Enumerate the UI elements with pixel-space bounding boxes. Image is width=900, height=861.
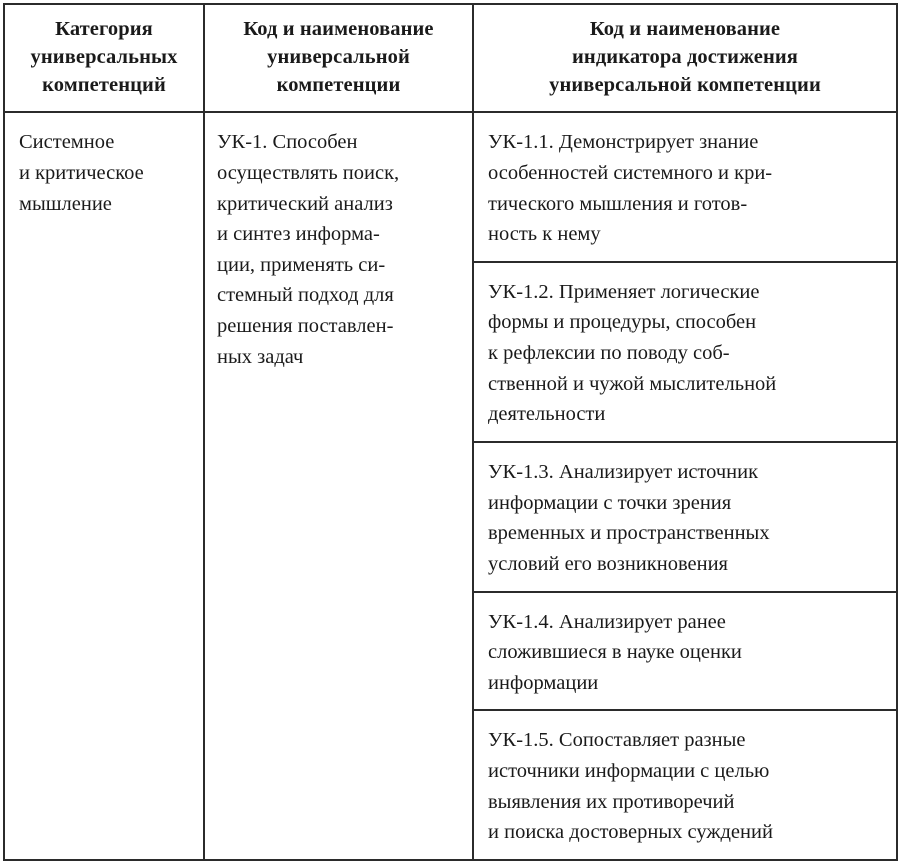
indicator-line: УК-1.3. Анализирует источник (488, 461, 759, 483)
table-header (4, 4, 897, 112)
competency-line: и синтез информа- (217, 223, 380, 246)
indicator-line: выявления их противоречий (488, 790, 735, 813)
category-line: и критическое (19, 161, 144, 184)
indicator-line: информации (488, 671, 599, 694)
competency-line: критический анализ (217, 192, 393, 215)
indicator-line: информации с точки зрения (488, 491, 732, 514)
column-header-competency (204, 4, 473, 112)
indicator-line: ность к нему (488, 223, 601, 246)
indicator-line: сложившиеся в науке оценки (488, 641, 742, 664)
indicator-line: условий его возникновения (488, 552, 728, 575)
indicator-cell-uk-1-2 (474, 262, 896, 442)
competency-line: ных задач (217, 345, 304, 368)
competency-line: ции, применять си- (217, 253, 386, 276)
indicator-line: УК-1.5. Сопоставляет разные (488, 729, 746, 752)
indicator-list (474, 113, 896, 859)
cell-competency (204, 112, 473, 860)
category-line: мышление (19, 192, 112, 215)
indicator-cell-uk-1-5 (474, 710, 896, 859)
indicator-line: деятельности (488, 403, 606, 426)
header-line: компетенции (276, 74, 401, 97)
indicator-row (474, 710, 896, 859)
header-line: универсальных (30, 46, 178, 69)
indicator-line: УК-1.1. Демонстрирует знание (488, 131, 759, 154)
header-line: Код и наименование (589, 18, 781, 40)
indicator-line: особенностей системного и кри- (488, 161, 773, 184)
competency-line: решения поставлен- (217, 315, 394, 338)
column-header-category (4, 4, 204, 112)
indicator-line: и поиска достоверных суждений (488, 821, 773, 844)
cell-indicators (473, 112, 897, 860)
indicator-row (474, 442, 896, 592)
competency-line: стемный подход для (217, 284, 394, 307)
header-line: компетенций (42, 74, 166, 97)
header-line: Категория (55, 18, 153, 40)
indicator-row (474, 262, 896, 442)
indicator-line: к рефлексии по поводу соб- (488, 342, 730, 365)
table-body (4, 112, 897, 860)
column-header-indicator (473, 4, 897, 112)
header-line: Код и наименование (243, 18, 434, 40)
indicator-line: временных и пространственных (488, 522, 770, 545)
indicator-row (474, 592, 896, 711)
indicator-cell-uk-1-4 (474, 592, 896, 711)
indicator-cell-uk-1-1 (474, 113, 896, 262)
indicator-line: формы и процедуры, способен (488, 311, 757, 334)
header-line: универсальной (267, 46, 410, 69)
indicator-cell-uk-1-3 (474, 442, 896, 592)
table-row (4, 112, 897, 860)
competency-table (3, 3, 898, 861)
indicator-line: ственной и чужой мыслительной (488, 372, 777, 395)
header-row (4, 4, 897, 112)
cell-category (4, 112, 204, 860)
header-line: универсальной компетенции (549, 74, 821, 97)
competency-line: осуществлять поиск, (217, 161, 400, 184)
header-line: индикатора достижения (572, 46, 798, 69)
indicator-row (474, 113, 896, 262)
indicator-line: УК-1.2. Применяет логические (488, 280, 760, 303)
indicator-line: УК-1.4. Анализирует ранее (488, 610, 726, 633)
indicator-line: источники информации с целью (488, 760, 770, 783)
indicator-line: тического мышления и готов- (488, 192, 748, 215)
category-line: Системное (19, 131, 115, 154)
competency-line: УК-1. Способен (217, 131, 358, 154)
